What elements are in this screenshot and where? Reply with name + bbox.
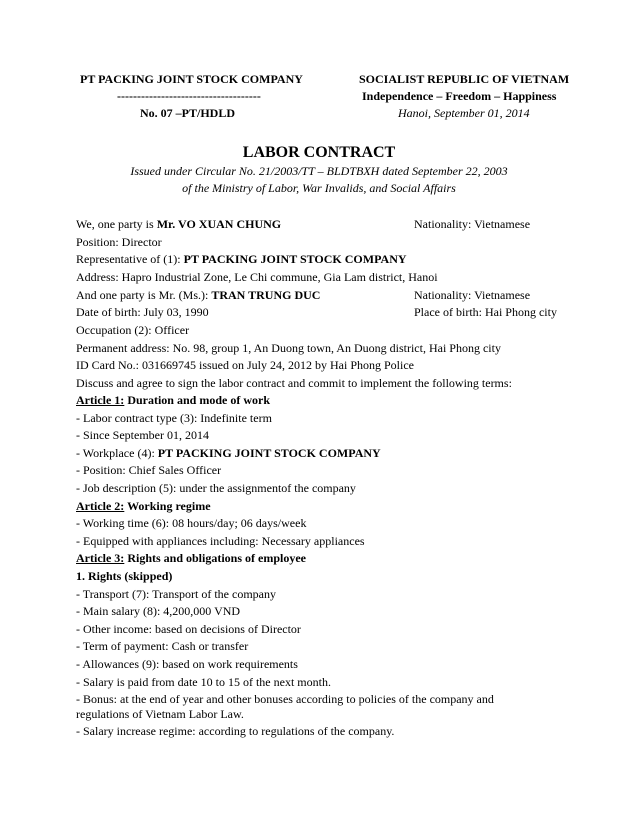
company-name: PT PACKING JOINT STOCK COMPANY [80,72,303,86]
party-one-line: We, one party is Mr. VO XUAN CHUNG [76,217,282,231]
other-income: - Other income: based on decisions of Director [76,622,301,636]
party-one-name: Mr. VO XUAN CHUNG [156,217,282,231]
contract-type: - Labor contract type (3): Indefinite term [76,411,272,425]
article-3-heading: Article 3: Rights and obligations of employee [76,551,306,565]
job-description: - Job description (5): under the assignmentof the company [76,481,356,495]
article-1-label: Article 1: [76,393,125,407]
article-3-label: Article 3: [76,551,125,565]
id-card: ID Card No.: 031669745 issued on July 24, 2012 by Hai Phong Police [76,358,414,372]
bonus-line-1: - Bonus: at the end of year and other bonuses according to policies of the company and [76,692,494,706]
party-one-nationality: Nationality: Vietnamese [414,217,531,231]
transport: - Transport (7): Transport of the company [76,587,276,601]
page-title: LABOR CONTRACT [242,144,396,161]
national-motto: Independence – Freedom – Happiness [362,89,557,103]
allowances: - Allowances (9): based on work requirements [76,657,298,671]
date-of-birth: Date of birth: July 03, 1990 [76,305,209,319]
party-one-position: Position: Director [76,235,162,249]
job-position: - Position: Chief Sales Officer [76,463,222,477]
place-date: Hanoi, September 01, 2014 [398,106,530,120]
company-address: Address: Hapro Industrial Zone, Le Chi commune, Gia Lam district, Hanoi [76,270,438,284]
header-divider: ------------------------------------ [117,89,261,103]
working-time: - Working time (6): 08 hours/day; 06 days/week [76,516,307,530]
start-date: - Since September 01, 2014 [76,428,209,442]
article-1-heading: Article 1: Duration and mode of work [76,393,270,407]
subtitle-circular: Issued under Circular No. 21/2003/TT – BLDTBXH dated September 22, 2003 [130,164,508,178]
contract-number: No. 07 –PT/HDLD [140,106,236,120]
subtitle-ministry: of the Ministry of Labor, War Invalids, and Social Affairs [182,181,456,195]
representative-line: Representative of (1): PT PACKING JOINT STOCK COMPANY [76,252,407,266]
article-2-heading: Article 2: Working regime [76,499,211,513]
workplace-company: PT PACKING JOINT STOCK COMPANY [157,446,381,460]
salary-increase: - Salary increase regime: according to regulations of the company. [76,724,395,738]
party-two-nationality: Nationality: Vietnamese [414,288,531,302]
representative-company: PT PACKING JOINT STOCK COMPANY [183,252,407,266]
permanent-address: Permanent address: No. 98, group 1, An Duong town, An Duong district, Hai Phong city [76,341,501,355]
rights-heading: 1. Rights (skipped) [76,569,173,583]
republic-name: SOCIALIST REPUBLIC OF VIETNAM [359,72,570,86]
occupation: Occupation (2): Officer [76,323,190,337]
agreement-statement: Discuss and agree to sign the labor contract and commit to implement the following terms: [76,376,512,390]
party-two-line: And one party is Mr. (Ms.): TRAN TRUNG DUC [76,288,321,302]
workplace: - Workplace (4): PT PACKING JOINT STOCK COMPANY [76,446,381,460]
place-of-birth: Place of birth: Hai Phong city [414,305,557,319]
equipment: - Equipped with appliances including: Necessary appliances [76,534,365,548]
salary-paid: - Salary is paid from date 10 to 15 of the next month. [76,675,331,689]
payment-term: - Term of payment: Cash or transfer [76,639,249,653]
article-2-label: Article 2: [76,499,125,513]
party-two-name: TRAN TRUNG DUC [211,288,321,302]
bonus-line-2: regulations of Vietnam Labor Law. [76,707,244,721]
main-salary: - Main salary (8): 4,200,000 VND [76,604,241,618]
